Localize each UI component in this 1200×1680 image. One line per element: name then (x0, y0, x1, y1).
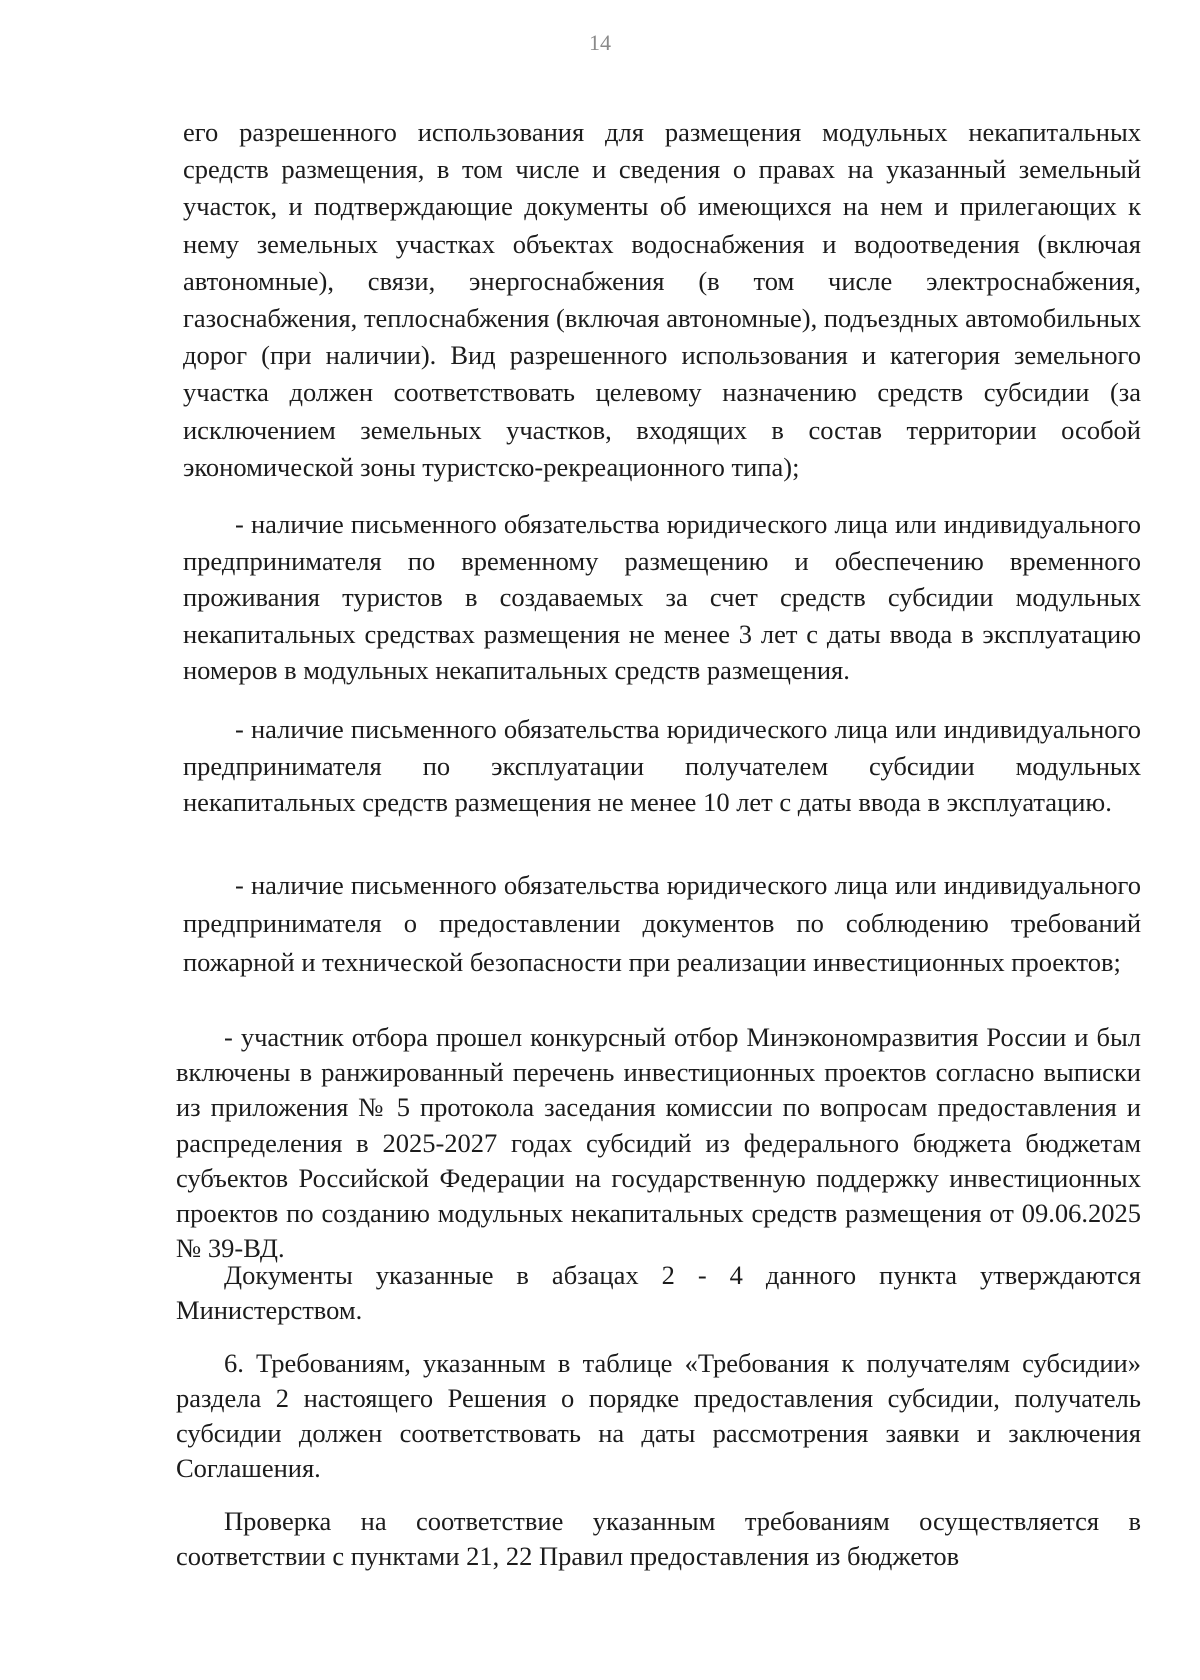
page-number: 14 (589, 30, 611, 55)
paragraph-selection-participant: - участник отбора прошел конкурсный отбор Минэкономразвития России и был включены в ранжированный перечень инвестиционных проектов согласно выписки из приложения № 5 протокола заседания комиссии по вопросам предоставления и распределения в 2025-2027 годах субсидий из федерального бюджета бюджетам субъектов Российской Федерации на государственную поддержку инвестиционных проектов по созданию модульных некапитальных средств размещения от 09.06.2025 № 39-ВД. (176, 1022, 1141, 1264)
paragraph-compliance-check: Проверка на соответствие указанным требованиям осуществляется в соответствии с пунктами 21, 22 Правил предоставления из бюджетов (176, 1506, 1141, 1571)
paragraph-safety-obligation: - наличие письменного обязательства юридического лица или индивидуального предпринимателя о предоставлении документов по соблюдению требований пожарной и технической безопасности при реализации инвестиционных проектов; (183, 870, 1141, 977)
paragraph-land-plot-documents: его разрешенного использования для размещения модульных некапитальных средств размещения, в том числе и сведения о правах на указанный земельный участок, и подтверждающие документы об имеющихся на нем и прилегающих к нему земельных участках объектах водоснабжения и водоотведения (включая автономные), связи, энергоснабжения (в том числе электроснабжения, газоснабжения, теплоснабжения (включая автономные), подъездных автомобильных дорог (при наличии). Вид разрешенного использования и категория земельного участка должен соответствовать целевому назначению средств субсидии (за исключением земельных участков, входящих в состав территории особой экономической зоны туристско-рекреационного типа); (183, 117, 1141, 482)
paragraph-accommodation-obligation: - наличие письменного обязательства юридического лица или индивидуального предпринимателя по временному размещению и обеспечению временного проживания туристов в создаваемых за счет средств субсидии модульных некапитальных средствах размещения не менее 3 лет с даты ввода в эксплуатацию номеров в модульных некапитальных средств размещения. (183, 509, 1141, 686)
paragraph-section-6-requirements: 6. Требованиям, указанным в таблице «Требования к получателям субсидии» раздела 2 настоящего Решения о порядке предоставления субсидии, получатель субсидии должен соответствовать на даты рассмотрения заявки и заключения Соглашения. (176, 1348, 1141, 1483)
paragraph-operation-obligation: - наличие письменного обязательства юридического лица или индивидуального предпринимателя по эксплуатации получателем субсидии модульных некапитальных средств размещения не менее 10 лет с даты ввода в эксплуатацию. (183, 714, 1141, 818)
paragraph-documents-approval: Документы указанные в абзацах 2 - 4 данного пункта утверждаются Министерством. (176, 1260, 1141, 1325)
